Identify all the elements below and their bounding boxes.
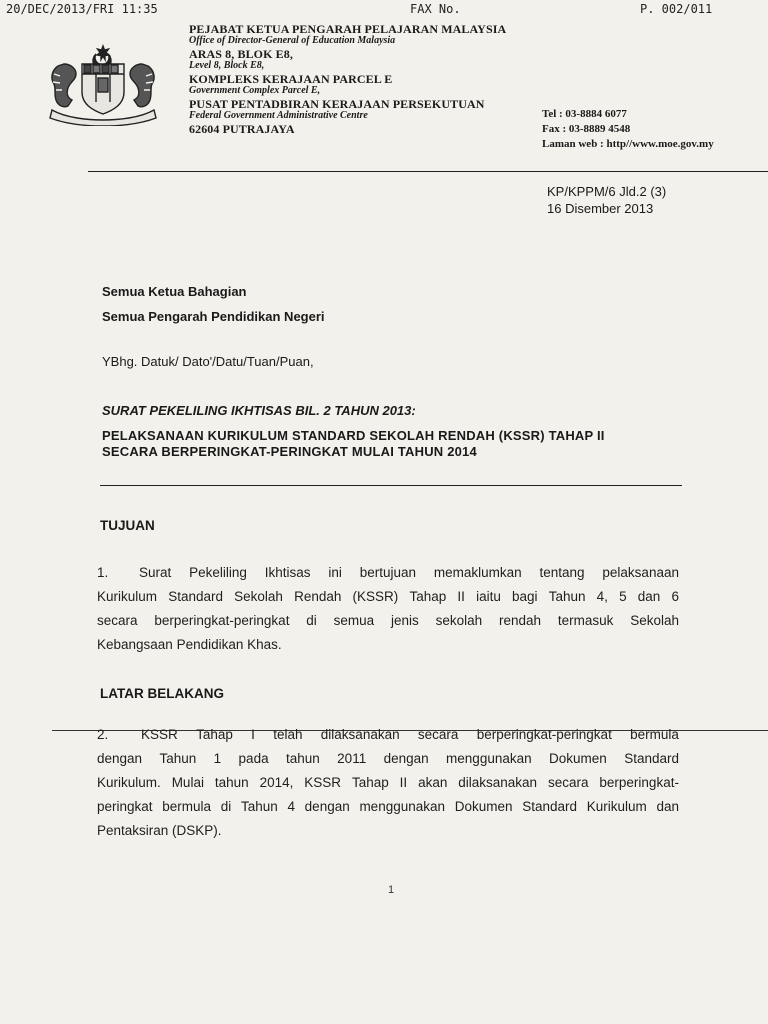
paragraph-word: Kurikulum	[586, 799, 647, 814]
paragraph-word: Standard	[522, 799, 577, 814]
paragraph-word: peringkat	[97, 799, 153, 814]
subject-line: PELAKSANAAN KURIKULUM STANDARD SEKOLAH RENDAH (KSSR) TAHAP II	[102, 428, 605, 443]
contact-web: Laman web : http//www.moe.gov.my	[542, 138, 714, 150]
paragraph-word: secara	[547, 775, 589, 790]
page-number: 1	[388, 884, 395, 896]
contact-tel: Tel : 03-8884 6077	[542, 108, 627, 120]
paragraph-word: ini	[328, 565, 342, 580]
paragraph-word: dan	[637, 589, 661, 604]
paragraph-word: KSSR	[141, 727, 178, 742]
paragraph-number: 2.	[97, 727, 109, 742]
paragraph-word: KSSR	[304, 775, 342, 790]
paragraph-2	[97, 723, 679, 843]
paragraph-word: pelaksanaan	[602, 565, 679, 580]
paragraph-word: tahun	[214, 775, 249, 790]
paragraph-word: menggunakan	[359, 799, 446, 814]
paragraph-word: bertujuan	[359, 565, 417, 580]
paragraph-word: Tahap	[351, 775, 389, 790]
paragraph-word: 2014,	[259, 775, 294, 790]
paragraph-line: Pentaksiran (DSKP).	[97, 823, 222, 838]
fax-header	[0, 2, 768, 20]
paragraph-word: Ikhtisas	[264, 565, 311, 580]
paragraph-word: tentang	[539, 565, 585, 580]
address-floor-malay: ARAS 8, BLOK E8,	[189, 47, 293, 61]
paragraph-word: Sekolah	[630, 613, 679, 628]
paragraph-word: dengan	[304, 799, 350, 814]
letterhead-contact	[542, 107, 714, 152]
paragraph-word: I	[251, 727, 255, 742]
paragraph-word: Pekeliling	[189, 565, 247, 580]
paragraph-word: 2011	[337, 751, 367, 766]
paragraph-word: Dokumen	[549, 751, 607, 766]
paragraph-words	[139, 561, 679, 585]
paragraph-number: 1.	[97, 565, 109, 580]
paragraph-word: bermula	[630, 727, 679, 742]
paragraph-word: dan	[656, 799, 679, 814]
paragraph-word: dilaksanakan	[458, 775, 538, 790]
paragraph-word: Tahun	[548, 589, 586, 604]
paragraph-word: bagi	[512, 589, 538, 604]
section-heading-latar-belakang: LATAR BELAKANG	[100, 686, 224, 701]
subject-underline	[100, 485, 682, 486]
paragraph-word: Tahun	[159, 751, 197, 766]
address-centre-malay: PUSAT PENTADBIRAN KERAJAAN PERSEKUTUAN	[189, 97, 485, 111]
paragraph-word: Sekolah	[234, 589, 283, 604]
section-heading-tujuan: TUJUAN	[100, 518, 155, 533]
paragraph-word: pada	[238, 751, 269, 766]
paragraph-word: Standard	[624, 751, 679, 766]
paragraph-word: semua	[333, 613, 375, 628]
recipient-line: Semua Ketua Bahagian	[102, 284, 247, 299]
paragraph-line	[97, 723, 679, 747]
address-complex-english: Government Complex Parcel E,	[189, 85, 321, 96]
paragraph-word: berperingkat-peringkat	[154, 613, 290, 628]
paragraph-line	[97, 609, 679, 633]
paragraph-word: Mulai	[171, 775, 204, 790]
coat-of-arms-icon	[44, 44, 162, 126]
paragraph-word: tahun	[285, 751, 320, 766]
office-name-english: Office of Director-General of Education Malaysia	[189, 35, 396, 46]
paragraph-word: telah	[273, 727, 303, 742]
paragraph-word: Standard	[168, 589, 223, 604]
paragraph-word: II	[457, 589, 465, 604]
subject-line: SECARA BERPERINGKAT-PERINGKAT MULAI TAHUN 2014	[102, 444, 477, 459]
paragraph-word: bermula	[162, 799, 212, 814]
paragraph-line	[97, 585, 679, 609]
address-floor-english: Level 8, Block E8,	[189, 60, 265, 71]
paragraph-line	[97, 747, 679, 771]
address-postcode: 62604 PUTRAJAYA	[189, 122, 295, 136]
paragraph-word: berperingkat-peringkat	[476, 727, 612, 742]
paragraph-word: di	[220, 799, 232, 814]
paragraph-word: Rendah	[294, 589, 342, 604]
subject	[102, 428, 605, 460]
fax-datetime: 20/DEC/2013/FRI 11:35	[6, 2, 158, 16]
paragraph-word: II	[399, 775, 408, 790]
paragraph-word: Kurikulum.	[97, 775, 161, 790]
paragraph-word: memaklumkan	[433, 565, 522, 580]
salutation: YBhg. Datuk/ Dato'/Datu/Tuan/Puan,	[102, 354, 314, 369]
paragraph-word: Kurikulum	[97, 589, 158, 604]
address-complex-malay: KOMPLEKS KERAJAAN PARCEL E	[189, 72, 393, 86]
paragraph-word: menggunakan	[446, 751, 532, 766]
paragraph-word: Tahun	[240, 799, 278, 814]
letter-date: 16 Disember 2013	[547, 201, 654, 216]
paragraph-word: 4,	[596, 589, 608, 604]
paragraph-line: Kebangsaan Pendidikan Khas.	[97, 637, 282, 652]
paragraph-word: jenis	[390, 613, 419, 628]
paragraph-word: 6	[671, 589, 679, 604]
paragraph-word: 1	[213, 751, 222, 766]
letter-reference	[547, 183, 666, 217]
contact-fax: Fax : 03-8889 4548	[542, 123, 631, 135]
paragraph-word: sekolah	[435, 613, 483, 628]
circular-title: SURAT PEKELILING IKHTISAS BIL. 2 TAHUN 2013:	[102, 403, 416, 418]
paragraph-word: rendah	[498, 613, 541, 628]
paragraph-words	[141, 723, 679, 747]
paragraph-word: Tahap	[196, 727, 233, 742]
paragraph-word: akan	[418, 775, 448, 790]
paragraph-word: dengan	[97, 751, 143, 766]
address-centre-english: Federal Government Administrative Centre	[189, 110, 368, 121]
paragraph-word: berperingkat-	[599, 775, 679, 790]
paragraph-word: Tahap	[409, 589, 447, 604]
fax-page-count: P. 002/011	[640, 2, 713, 16]
fax-number-label: FAX No.	[410, 2, 461, 16]
paragraph-word: secara	[97, 613, 138, 628]
paragraph-word: secara	[417, 727, 459, 742]
letterhead-divider	[88, 171, 768, 172]
paragraph-word: 4	[287, 799, 295, 814]
paragraph-word: dengan	[383, 751, 429, 766]
paragraph-word: iaitu	[476, 589, 501, 604]
paragraph-word: di	[306, 613, 317, 628]
paragraph-word: Dokumen	[454, 799, 513, 814]
recipient-line: Semua Pengarah Pendidikan Negeri	[102, 309, 325, 324]
paragraph-word: dilaksanakan	[320, 727, 400, 742]
paragraph-word: (KSSR)	[352, 589, 399, 604]
recipients	[102, 279, 325, 329]
paragraph-line	[97, 771, 679, 795]
paragraph-line	[97, 561, 679, 585]
paragraph-word: 5	[619, 589, 627, 604]
letterhead-office	[189, 23, 506, 135]
reference-number: KP/KPPM/6 Jld.2 (3)	[547, 184, 667, 199]
office-name-malay: PEJABAT KETUA PENGARAH PELAJARAN MALAYSIA	[189, 22, 507, 36]
paragraph-word: Surat	[139, 565, 172, 580]
paragraph-word: termasuk	[557, 613, 614, 628]
paragraph-line	[97, 795, 679, 819]
paragraph-1	[97, 561, 679, 657]
